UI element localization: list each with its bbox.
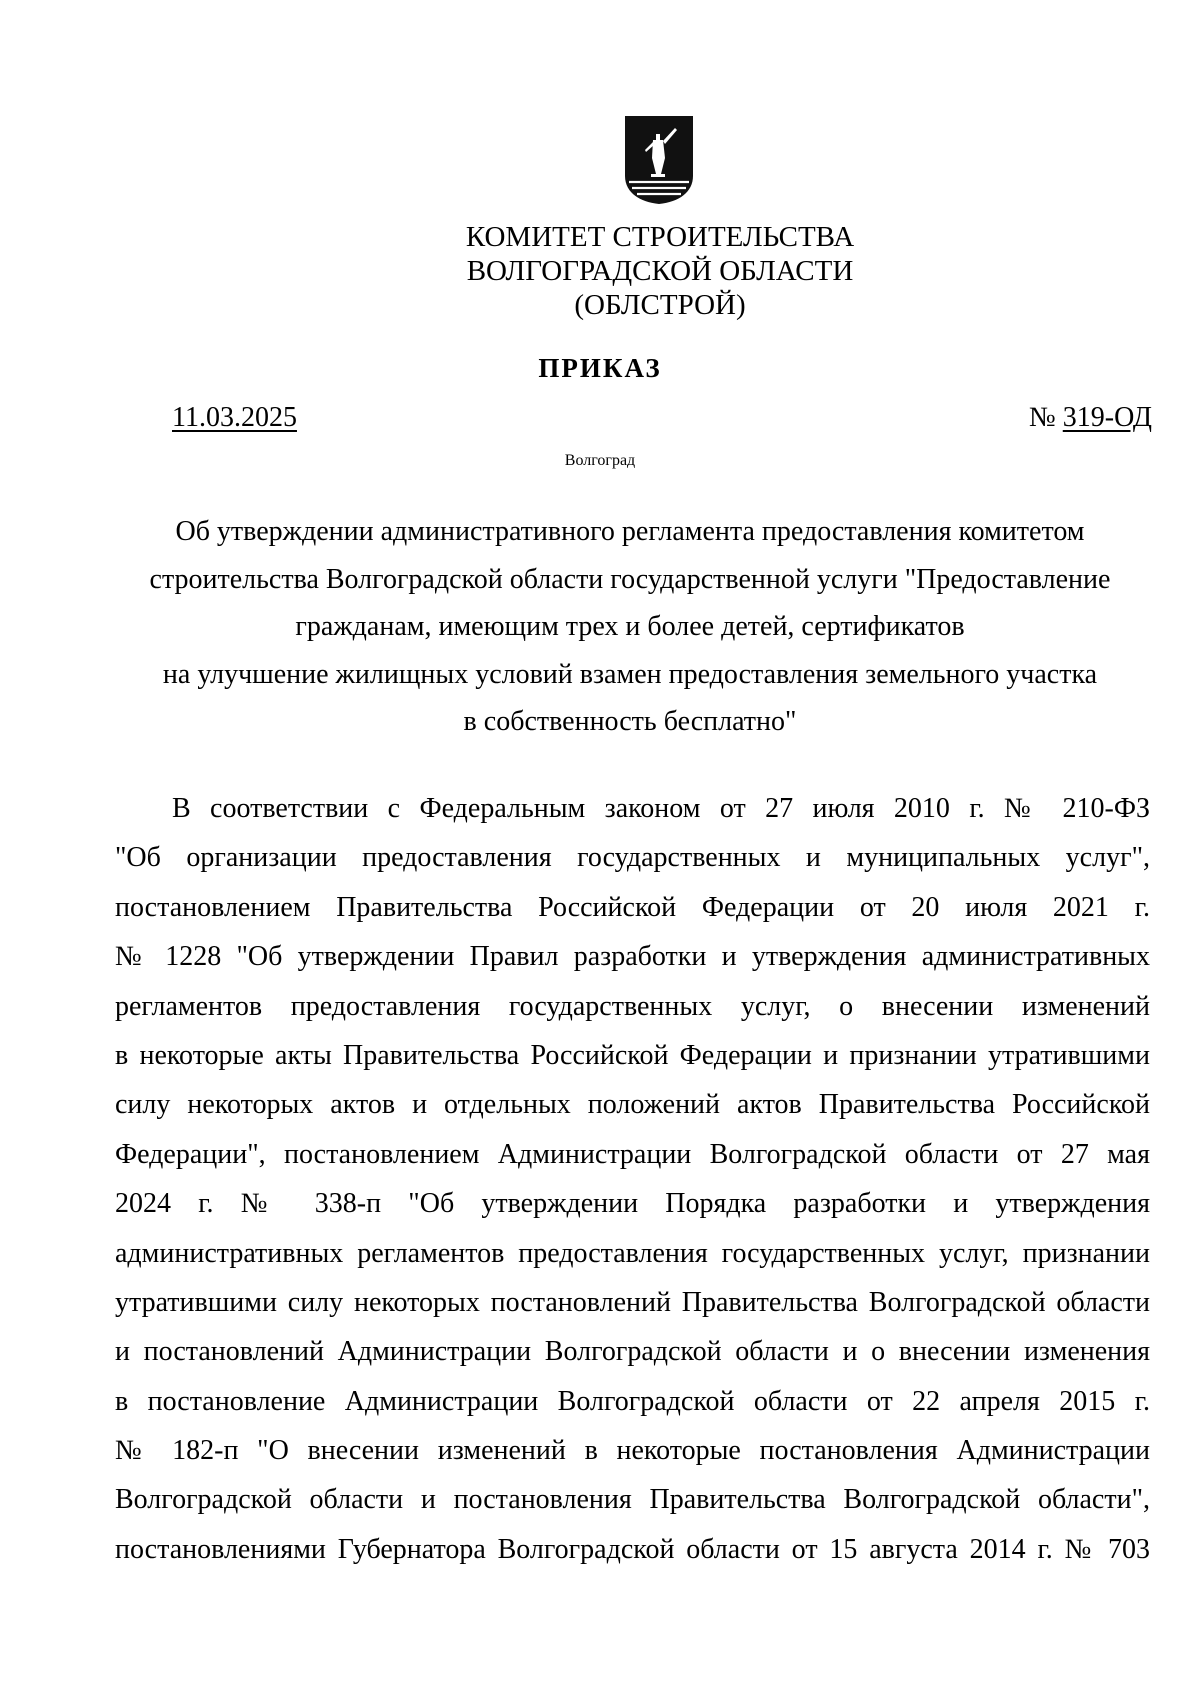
body-line: регламентов предоставления государственных услуг, о внесении изменений	[115, 990, 1150, 1022]
body-line: 2024 г. № 338-п "Об утверждении Порядка разработки и утверждения	[115, 1188, 1150, 1220]
body-line: Волгоградской области и постановления Правительства Волгоградской области",	[115, 1484, 1150, 1516]
body-line: постановлением Правительства Российской Федерации от 20 июля 2021 г.	[115, 891, 1150, 923]
coat-of-arms-icon	[623, 114, 695, 206]
body-line: административных регламентов предоставления государственных услуг, признании	[115, 1237, 1150, 1269]
city-name: Волгоград	[564, 452, 636, 469]
order-body	[115, 784, 1150, 1574]
subject-line: гражданам, имеющим трех и более детей, сертификатов	[295, 611, 965, 642]
org-line-2: ВОЛГОГРАДСКОЙ ОБЛАСТИ	[466, 255, 854, 287]
body-line: Федерации", постановлением Администрации Волгоградской области от 27 мая	[115, 1138, 1150, 1170]
body-line: в постановление Администрации Волгоградской области от 22 апреля 2015 г.	[115, 1385, 1150, 1417]
body-line: и постановлений Администрации Волгоградской области и о внесении изменения	[115, 1336, 1150, 1368]
order-subject	[110, 508, 1150, 746]
body-line: № 1228 "Об утверждении Правил разработки и утверждения административных	[115, 941, 1150, 973]
org-line-3: (ОБЛСТРОЙ)	[574, 289, 746, 321]
subject-line: в собственность бесплатно"	[463, 706, 797, 737]
document-type-title: ПРИКАЗ	[538, 353, 662, 383]
subject-line: строительства Волгоградской области государственной услуги "Предоставление	[149, 563, 1111, 595]
subject-line: на улучшение жилищных условий взамен предоставления земельного участка	[162, 658, 1098, 690]
body-line: в некоторые акты Правительства Российской Федерации и признании утратившими	[115, 1039, 1150, 1071]
body-line: № 182-п "О внесении изменений в некоторые постановления Администрации	[115, 1435, 1150, 1467]
org-line-1: КОМИТЕТ СТРОИТЕЛЬСТВА	[465, 221, 855, 253]
body-line: утратившими силу некоторых постановлений Правительства Волгоградской области	[115, 1286, 1150, 1318]
number-value: 319-ОД	[1062, 402, 1152, 433]
number-prefix: №	[1029, 402, 1056, 433]
body-line: силу некоторых актов и отдельных положений актов Правительства Российской	[115, 1089, 1150, 1121]
organization-name	[330, 220, 990, 322]
order-date: 11.03.2025	[172, 402, 297, 433]
order-number	[1029, 402, 1152, 434]
body-line: постановлениями Губернатора Волгоградской области от 15 августа 2014 г. № 703	[115, 1533, 1150, 1565]
body-line: "Об организации предоставления государственных и муниципальных услуг",	[115, 842, 1150, 874]
body-line: В соответствии с Федеральным законом от 27 июля 2010 г. № 210-ФЗ	[172, 793, 1150, 824]
subject-line: Об утверждении административного регламента предоставления комитетом	[175, 516, 1085, 547]
